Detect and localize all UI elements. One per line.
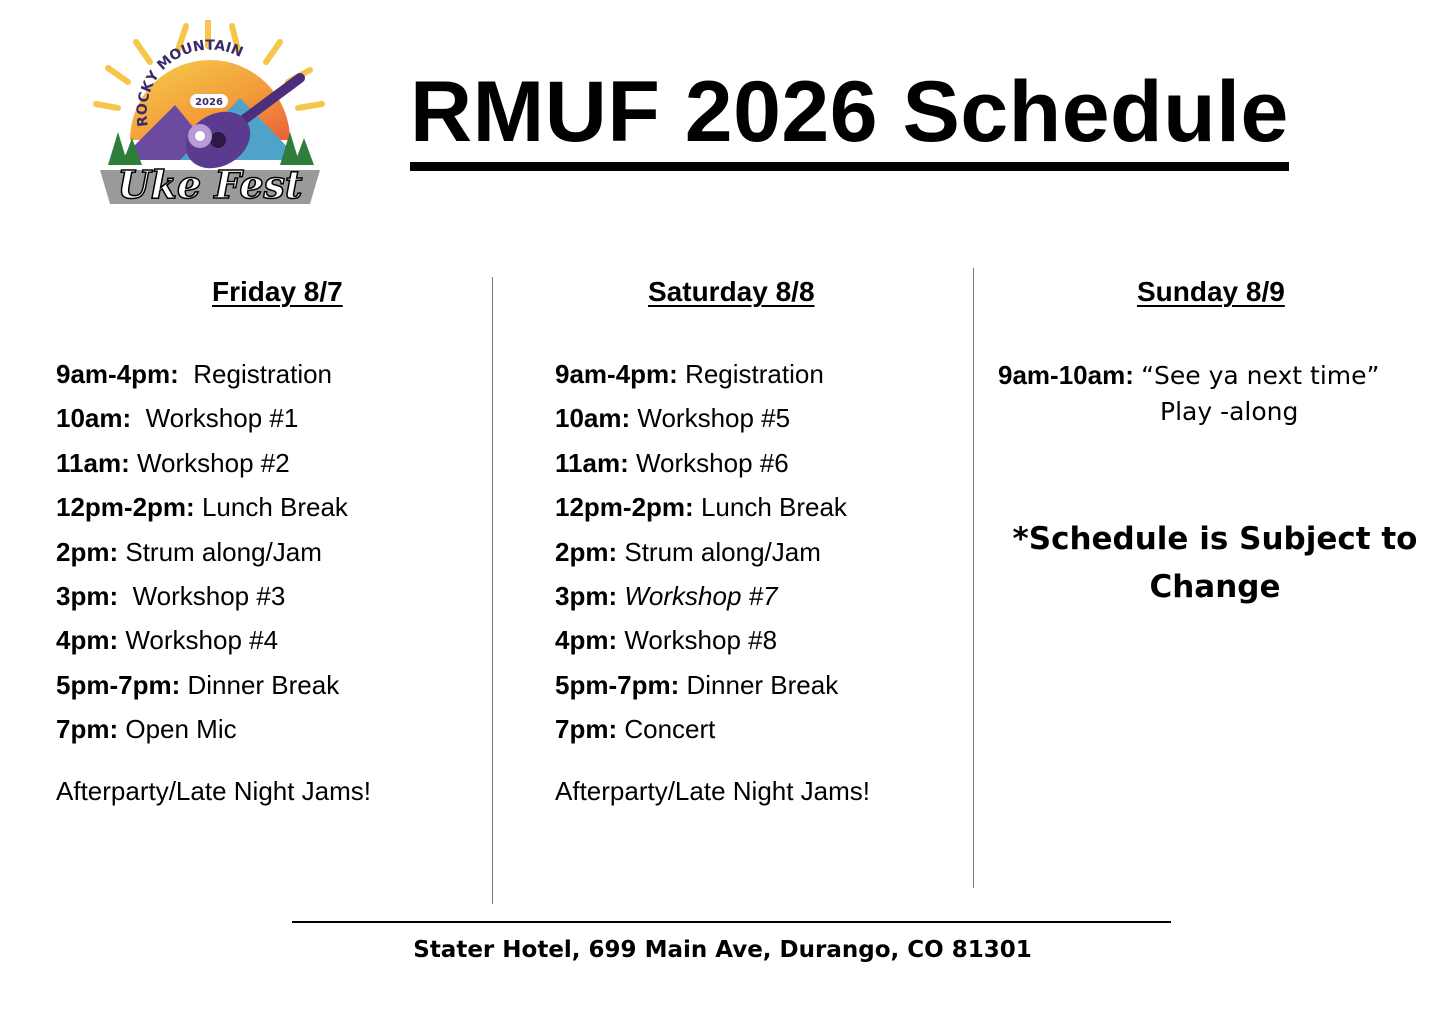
sunday-heading: Sunday 8/9 [1137, 276, 1285, 307]
schedule-item-event: Dinner Break [686, 669, 839, 700]
schedule-item-spacer [678, 359, 685, 389]
saturday-schedule-item [555, 534, 847, 578]
logo-year: 2026 [195, 97, 223, 108]
schedule-item-event: Workshop #1 [145, 403, 299, 434]
schedule-item-time: 11am: [555, 447, 629, 478]
saturday-afterparty: Afterparty/Late Night Jams! [555, 776, 871, 806]
schedule-item-time: 2pm: [56, 536, 119, 567]
sunday-item-event: “See ya next time” [1141, 361, 1380, 390]
schedule-item-spacer [118, 581, 132, 611]
schedule-item-event: Workshop #8 [624, 625, 778, 656]
schedule-item-event: Dinner Break [187, 669, 340, 700]
schedule-item-event: Workshop #7 [624, 580, 778, 611]
friday-schedule-item [56, 400, 348, 444]
note-line-1: *Schedule is Subject to [1012, 521, 1418, 557]
schedule-item-time: 7pm: [555, 714, 618, 745]
schedule-item-time: 4pm: [56, 625, 119, 656]
page-title: RMUF 2026 Schedule [410, 62, 1289, 171]
schedule-item-time: 11am: [56, 447, 130, 478]
friday-schedule-item [56, 622, 348, 666]
schedule-item-time: 7pm: [56, 714, 119, 745]
friday-schedule-item [56, 667, 348, 711]
schedule-item-time: 12pm-2pm: [555, 492, 694, 523]
friday-schedule-item [56, 711, 348, 755]
sunday-item-time: 9am-10am: [998, 360, 1134, 390]
schedule-item-time: 10am: [56, 403, 132, 434]
column-divider-2 [973, 268, 974, 888]
schedule-item-time: 2pm: [555, 536, 618, 567]
note-line-2: Change [1149, 569, 1281, 605]
saturday-schedule-item [555, 356, 847, 400]
friday-schedule-item [56, 534, 348, 578]
schedule-item-event: Registration [685, 359, 824, 389]
schedule-item-time: 9am-4pm: [555, 359, 678, 389]
saturday-heading: Saturday 8/8 [648, 276, 815, 307]
friday-schedule-item [56, 578, 348, 622]
schedule-item-spacer [131, 403, 145, 433]
venue-address: Stater Hotel, 699 Main Ave, Durango, CO 81301 [413, 937, 1032, 963]
schedule-item-event: Workshop #4 [125, 625, 279, 656]
schedule-item-time: 9am-4pm: [56, 359, 179, 389]
logo-script-text: Uke Fest [117, 162, 303, 207]
saturday-schedule-list [555, 356, 847, 756]
friday-schedule-item [56, 356, 348, 400]
schedule-item-event: Lunch Break [700, 492, 847, 523]
logo-arc-text: ROCKY MOUNTAIN [134, 37, 246, 128]
schedule-item-time: 3pm: [555, 580, 618, 611]
schedule-item-time: 5pm-7pm: [56, 669, 181, 700]
schedule-item-event: Concert [624, 714, 716, 745]
schedule-item-event: Workshop #5 [637, 403, 791, 434]
logo-graphic [90, 20, 330, 215]
saturday-schedule-item [555, 711, 847, 755]
sunday-item [998, 356, 1379, 395]
saturday-schedule-item [555, 400, 847, 444]
saturday-schedule-item [555, 622, 847, 666]
schedule-change-note [1005, 515, 1425, 611]
schedule-item-event: Lunch Break [201, 492, 348, 523]
friday-afterparty: Afterparty/Late Night Jams! [56, 776, 372, 806]
sunday-item-event-cont: Play -along [1160, 397, 1299, 426]
saturday-schedule-item [555, 578, 847, 622]
schedule-item-event: Registration [193, 359, 333, 389]
schedule-item-event: Workshop #2 [136, 447, 290, 478]
friday-schedule-item [56, 445, 348, 489]
schedule-item-event: Strum along/Jam [624, 536, 821, 567]
friday-schedule-list [56, 356, 348, 756]
schedule-item-spacer [694, 492, 701, 522]
saturday-schedule-item [555, 489, 847, 533]
schedule-item-time: 5pm-7pm: [555, 669, 680, 700]
schedule-item-time: 10am: [555, 403, 631, 434]
saturday-schedule-item [555, 445, 847, 489]
columbine-flower-icon [188, 124, 212, 148]
column-divider-1 [492, 277, 493, 904]
schedule-item-spacer [130, 448, 137, 478]
schedule-item-time: 12pm-2pm: [56, 492, 195, 523]
saturday-schedule-item [555, 667, 847, 711]
schedule-item-event: Strum along/Jam [125, 536, 322, 567]
footer-rule [292, 921, 1171, 923]
schedule-item-time: 3pm: [56, 580, 119, 611]
schedule-item-spacer [629, 448, 636, 478]
uke-fest-logo [90, 20, 330, 215]
schedule-item-time: 4pm: [555, 625, 618, 656]
schedule-item-event: Workshop #3 [132, 580, 286, 611]
schedule-item-spacer [195, 492, 202, 522]
schedule-item-spacer [179, 359, 193, 389]
friday-schedule-item [56, 489, 348, 533]
schedule-item-event: Workshop #6 [635, 447, 789, 478]
schedule-item-event: Open Mic [125, 714, 237, 745]
friday-heading: Friday 8/7 [212, 276, 343, 307]
